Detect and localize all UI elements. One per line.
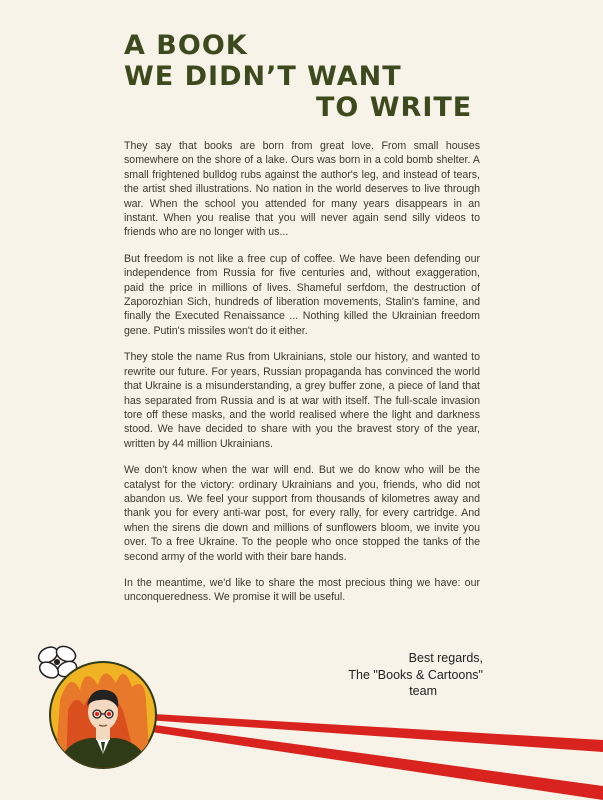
paragraph: We don't know when the war will end. But we do know who will be the catalyst for the victory: ordinary Ukrainians and you, friends, who did not abandon us. We feel your support from thousands of kilometres away and thank you for every anti-war post, for every rally, for every cartridge. And when the sirens die down and millions of sunflowers bloom, we invite you over. To a free Ukraine. To the people who once stopped the tanks of the second army of the world with their bare hands.: [124, 464, 480, 563]
title-line-1: A BOOK: [124, 30, 248, 61]
signoff-line-3: team: [409, 684, 437, 698]
man-with-laser-eyes-icon: [50, 662, 156, 770]
title-line-3: TO WRITE: [316, 92, 473, 123]
paragraph: They say that books are born from great love. From small houses somewhere on the shore of a lake. Ours was born in a cold bomb shelter. A small frightened bulldog rubs against the author's leg, and instead of tears, the artist shed illustrations. No nation in the world deserves to live through war. When the school you attended for many years disappears in an instant. When you realise that you will never again send silly videos to friends who are no longer with us...: [124, 140, 480, 239]
paragraph: But freedom is not like a free cup of coffee. We have been defending our independence from Russia for five centuries and, without exaggeration, paid the price in millions of lives. Shameful serfdom, the destruction of Zaporozhian Sich, hundreds of liberation movements, Stalin's famine, and finally the Executed Renaissance ... Nothing killed the Ukrainian freedom gene. Putin's missiles won't do it either.: [124, 252, 480, 337]
title-line-2: WE DIDN’T WANT: [124, 61, 402, 92]
illustration: [0, 630, 603, 800]
body-text: [124, 139, 480, 617]
paragraph: They stole the name Rus from Ukrainians, stole our history, and wanted to rewrite our future. For years, Russian propaganda has convinced the world that Ukraine is a misunderstanding, a grey buffer zone, a piece of land that has separated from Russia and is at war with itself. The full-scale invasion tore off these masks, and the world realised where the light and darkness stood. We have decided to share with you the bravest story of the year, written by 44 million Ukrainians.: [124, 351, 480, 450]
signoff-line-2: The "Books & Cartoons": [348, 667, 483, 682]
signoff-line-1: Best regards,: [408, 651, 483, 665]
paragraph: In the meantime, we'd like to share the most precious thing we have: our unconqueredness. We promise it will be useful.: [124, 576, 480, 604]
page-title: [124, 30, 484, 123]
